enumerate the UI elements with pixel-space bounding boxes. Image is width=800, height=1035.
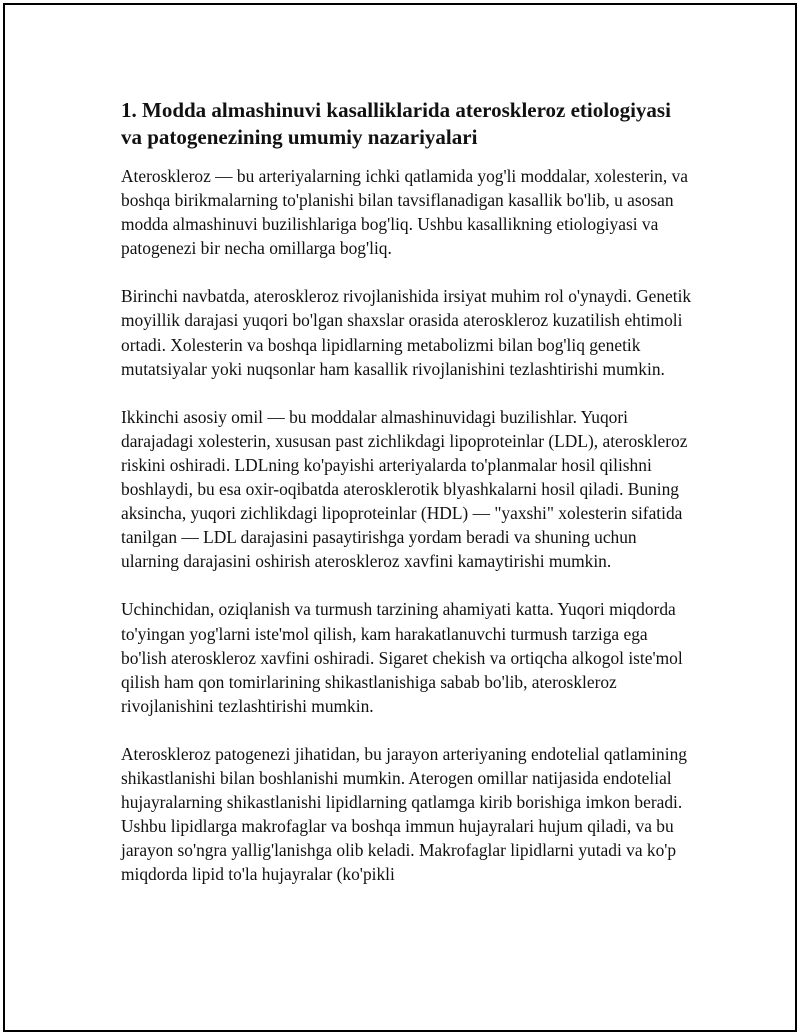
paragraph-heredity: Birinchi navbatda, ateroskleroz rivojlanishida irsiyat muhim rol o'ynaydi. Genetik moyillik darajasi yuqori bo'lgan shaxslar orasida ateroskleroz kuzatilish ehtimoli ortadi. Xolesterin va boshqa lipidlarning metabolizmi bilan bog'liq genetik mutatsiyalar yoki nuqsonlar ham kasallik rivojlanishini tezlashtirishi mumkin. [121,286,692,379]
section-heading: 1. Modda almashinuvi kasalliklarida ateroskleroz etiologiyasi va patogenezining umumiy nazariyalari [121,98,671,149]
page-frame [3,3,797,1032]
paragraph-lifestyle: Uchinchidan, oziqlanish va turmush tarzining ahamiyati katta. Yuqori miqdorda to'yingan yog'larni iste'mol qilish, kam harakatlanuvchi turmush tarziga ega bo'lish ateroskleroz xavfini oshiradi. Sigaret chekish va ortiqcha alkogol iste'mol qilish ham qon tomirlarining shikastlanishiga sabab bo'lib, ateroskleroz rivojlanishini tezlashtirishi mumkin. [121,599,683,716]
document-body [121,97,697,886]
paragraph-pathogenesis: Ateroskleroz patogenezi jihatidan, bu jarayon arteriyaning endotelial qatlamining shikastlanishi bilan boshlanishi mumkin. Aterogen omillar natijasida endotelial hujayralarning shikastlanishi lipidlarning qatlamga kirib borishiga imkon beradi. Ushbu lipidlarga makrofaglar va boshqa immun hujayralari hujum qiladi, va bu jarayon so'ngra yallig'lanishga olib keladi. Makrofaglar lipidlarni yutadi va ko'p miqdorda lipid to'la hujayralar (ko'pikli [121,743,687,885]
paragraph-intro: Ateroskleroz — bu arteriyalarning ichki qatlamida yog'li moddalar, xolesterin, va boshqa birikmalarning to'planishi bilan tavsiflanadigan kasallik bo'lib, u asosan modda almashinuvi buzilishlariga bog'liq. Ushbu kasallikning etiologiyasi va patogenezi bir necha omillarga bog'liq. [121,166,688,259]
paragraph-metabolism: Ikkinchi asosiy omil — bu moddalar almashinuvidagi buzilishlar. Yuqori darajadagi xolesterin, xususan past zichlikdagi lipoproteinlar (LDL), ateroskleroz riskini oshiradi. LDLning ko'payishi arteriyalarda to'planmalar hosil qilishni boshlaydi, bu esa oxir-oqibatda aterosklerotik blyashkalarni hosil qiladi. Buning aksincha, yuqori zichlikdagi lipoproteinlar (HDL) — "yaxshi" xolesterin sifatida tanilgan — LDL darajasini pasaytirishga yordam beradi va shuning uchun ularning darajasini oshirish ateroskleroz xavfini kamaytirishi mumkin. [121,406,688,572]
